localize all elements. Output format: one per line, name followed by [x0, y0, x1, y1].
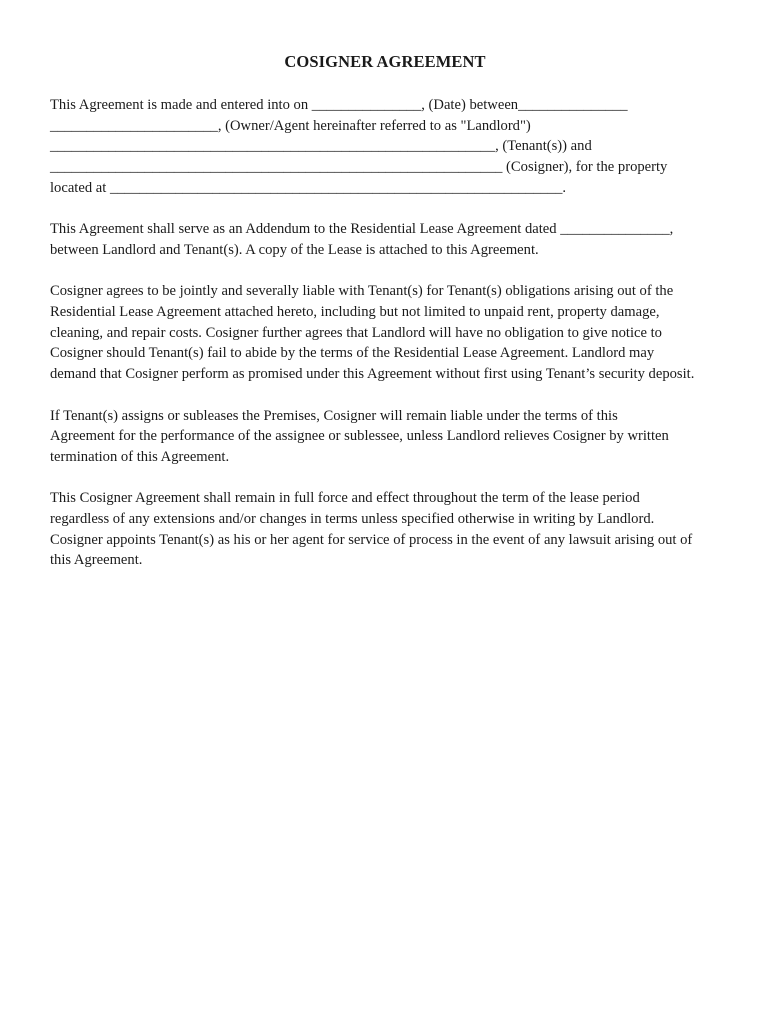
document-body — [50, 95, 740, 592]
text-line: Cosigner agrees to be jointly and severally liable with Tenant(s) for Tenant(s) obligations arising out of the — [50, 283, 674, 300]
text-line: Agreement for the performance of the assignee or sublessee, unless Landlord relieves Cosigner by written — [50, 428, 669, 445]
text-line: This Agreement is made and entered into on _______________, (Date) between_______________ — [50, 97, 628, 113]
paragraph-parties — [50, 95, 740, 199]
text-line: Residential Lease Agreement attached hereto, including but not limited to unpaid rent, property damage, — [50, 304, 660, 320]
text-line: This Agreement shall serve as an Addendum to the Residential Lease Agreement dated _______________, — [50, 221, 674, 238]
text-line: Cosigner should Tenant(s) fail to abide by the terms of the Residential Lease Agreement. Landlord may — [50, 345, 655, 362]
text-line: termination of this Agreement. — [50, 448, 230, 465]
text-line: If Tenant(s) assigns or subleases the Premises, Cosigner will remain liable under the terms of this — [50, 407, 618, 424]
paragraph-addendum — [50, 219, 740, 260]
text-line: _____________________________________________________________, (Tenant(s)) and — [50, 138, 592, 155]
text-line: _______________________, (Owner/Agent hereinafter referred to as "Landlord") — [50, 117, 531, 134]
text-line: demand that Cosigner perform as promised under this Agreement without first using Tenant’s security deposit. — [50, 366, 695, 383]
document-title: COSIGNER AGREEMENT — [284, 52, 486, 71]
text-line: this Agreement. — [50, 552, 143, 569]
text-line: cleaning, and repair costs. Cosigner further agrees that Landlord will have no obligation to give notice to — [50, 324, 662, 341]
paragraph-sublease — [50, 406, 740, 468]
text-line: located at ______________________________________________________________. — [50, 179, 567, 196]
text-line: Cosigner appoints Tenant(s) as his or her agent for service of process in the event of any lawsuit arising out of — [50, 531, 693, 548]
text-line: ______________________________________________________________ (Cosigner), for the property — [50, 159, 668, 176]
paragraph-liability — [50, 281, 740, 385]
text-line: This Cosigner Agreement shall remain in full force and effect throughout the term of the lease period — [50, 490, 640, 507]
paragraph-term — [50, 488, 740, 571]
text-line: between Landlord and Tenant(s). A copy of the Lease is attached to this Agreement. — [50, 241, 539, 258]
text-line: regardless of any extensions and/or changes in terms unless specified otherwise in writing by Landlord. — [50, 511, 655, 527]
